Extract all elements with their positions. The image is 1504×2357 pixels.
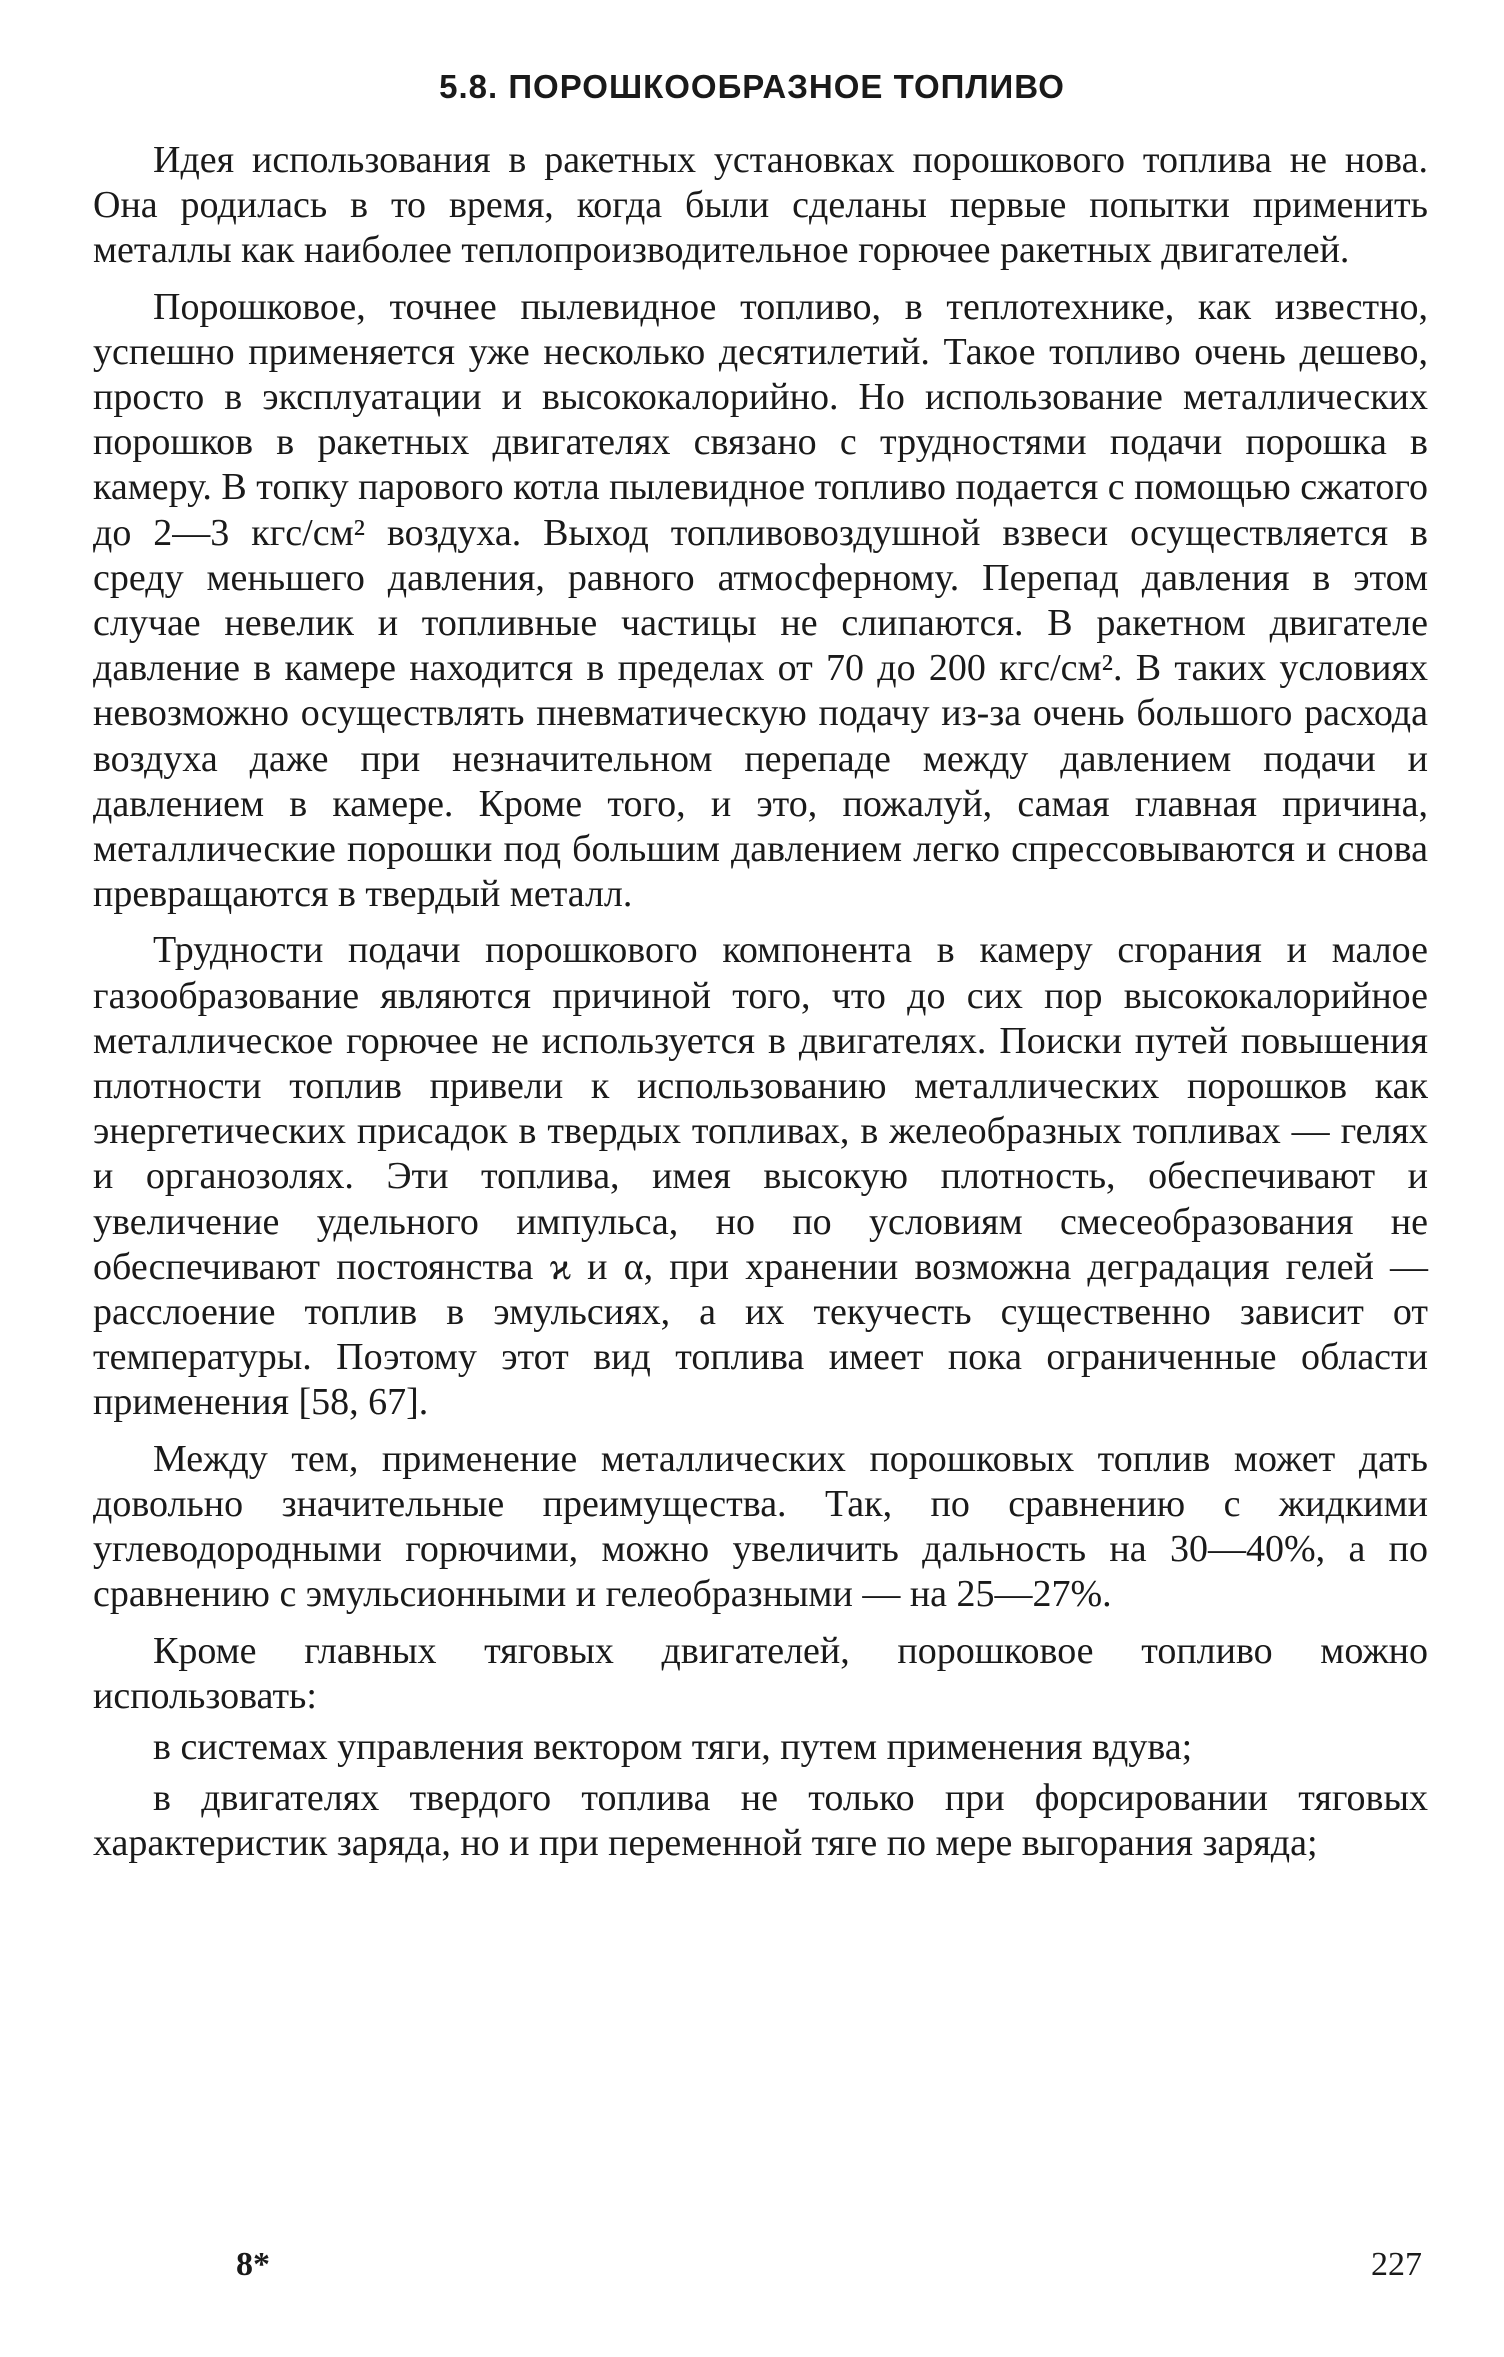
paragraph-2: Порошковое, точнее пылевидное топливо, в теплотехнике, как известно, успешно применяется уже несколько десятилетий. Такое топливо очень дешево, просто в эксплуатации и высококалорийно. Но использование металлических порошков в ракетных двигателях связано с трудностями подачи порошка в камеру. В топку парового котла пылевидное топливо подается с помощью сжатого до 2—3 кгс/см² воздуха. Выход топливовоздушной взвеси осуществляется в среду меньшего давления, равного атмосферному. Перепад давления в этом случае невелик и топливные частицы не слипаются. В ракетном двигателе давление в камере находится в пределах от 70 до 200 кгс/см². В таких условиях невозможно осуществлять пневматическую подачу из-за очень большого расхода воздуха даже при незначительном перепаде между давлением подачи и давлением в камере. Кроме того, и это, пожалуй, самая главная причина, металлические порошки под большим давлением легко спрессовываются и снова превращаются в твердый металл. bbox=[93, 285, 1428, 916]
list-item-1: в системах управления вектором тяги, путем применения вдува; bbox=[153, 1725, 1193, 1768]
signature-mark: 8* bbox=[236, 2246, 270, 2283]
body-text bbox=[93, 138, 1428, 1873]
page-number: 227 bbox=[1371, 2246, 1422, 2283]
section-title: 5.8. ПОРОШКООБРАЗНОЕ ТОПЛИВО bbox=[439, 68, 1065, 105]
paragraph-4: Между тем, применение металлических порошковых топлив может дать довольно значительные преимущества. Так, по сравнению с жидкими углеводородными горючими, можно увеличить дальность на 30—40%, а по сравнению с эмульсионными и гелеобразными — на 25—27%. bbox=[93, 1437, 1428, 1616]
paragraph-1: Идея использования в ракетных установках порошкового топлива не нова. Она родилась в то время, когда были сделаны первые попытки применить металлы как наиболее теплопроизводительное горючее ракетных двигателей. bbox=[93, 139, 1428, 272]
paragraph-3: Трудности подачи порошкового компонента в камеру сгорания и малое газообразование являются причиной того, что до сих пор высококалорийное металлическое горючее не используется в двигателях. Поиски путей повышения плотности топлив привели к использованию металлических порошков как энергетических присадок в твердых топливах, в желеобразных топливах — гелях и органозолях. Эти топлива, имея высокую плотность, обеспечивают и увеличение удельного импульса, но по условиям смесеобразования не обеспечивают постоянства ϰ и α, при хранении возможна деградация гелей — расслоение топлив в эмульсиях, а их текучесть существенно зависит от температуры. Поэтому этот вид топлива имеет пока ограниченные области применения [58, 67]. bbox=[93, 929, 1428, 1424]
list-item-2: в двигателях твердого топлива не только при форсировании тяговых характеристик заряда, но и при переменной тяге по мере выгорания заряда; bbox=[93, 1777, 1428, 1865]
paragraph-5: Кроме главных тяговых двигателей, порошковое топливо можно использовать: bbox=[93, 1629, 1428, 1717]
